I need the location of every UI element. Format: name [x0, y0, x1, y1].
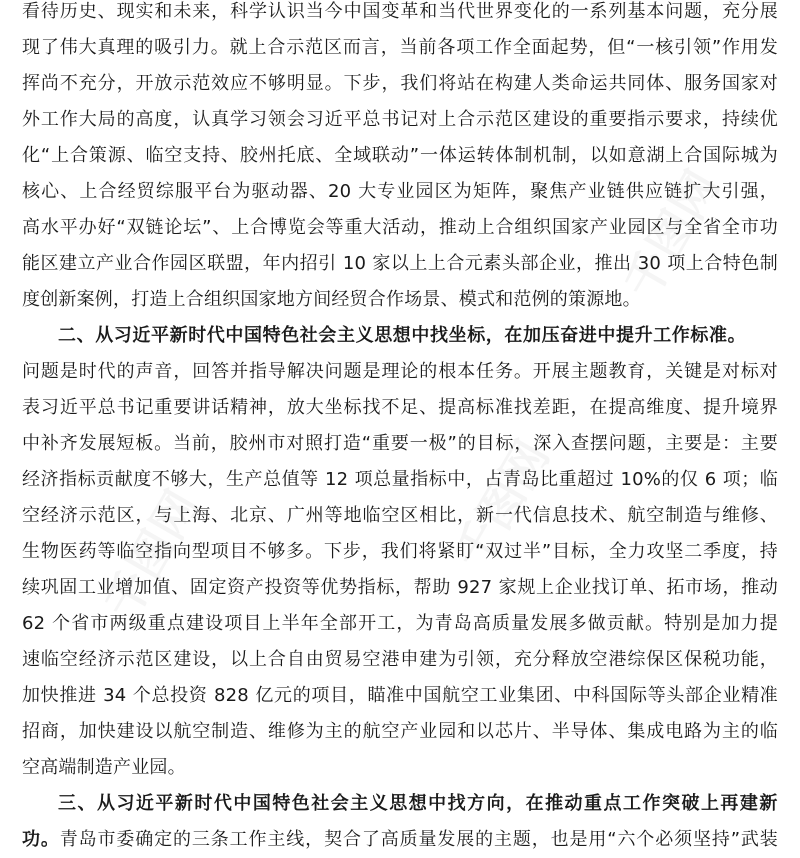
paragraph-line: 功。青岛市委确定的三条工作主线，契合了高质量发展的主题，也是用“六个必须坚持”武装 — [22, 829, 778, 850]
paragraph-line: 加快推进 34 个总投资 828 亿元的项目，瞄准中国航空工业集团、中科国际等头部企业精准 — [22, 685, 778, 706]
paragraph-line: 经济指标贡献度不够大，生产总值等 12 项总量指标中，占青岛比重超过 10%的仅 6 项；临 — [22, 469, 778, 490]
paragraph-line: 挥尚不充分，开放示范效应不够明显。下步，我们将站在构建人类命运共同体、服务国家对 — [22, 73, 778, 94]
document-body — [22, 0, 778, 858]
watermark: 千图网 — [443, 431, 560, 578]
paragraph-line: 高水平办好“双链论坛”、上合博览会等重大活动，推动上合组织国家产业园区与全省全市功 — [22, 217, 778, 238]
paragraph-line: 看待历史、现实和未来，科学认识当今中国变革和当代世界变化的一系列基本问题，充分展 — [22, 1, 778, 22]
paragraph-line: 化“上合策源、临空支持、胶州托底、全域联动”一体运转体制机制，以如意湖上合国际城为 — [22, 145, 778, 166]
watermark: 千图网 — [93, 481, 210, 628]
paragraph-line: 招商，加快建设以航空制造、维修为主的航空产业园和以芯片、半导体、集成电路为主的临 — [22, 721, 778, 742]
section-heading: 二、从习近平新时代中国特色社会主义思想中找坐标，在加压奋进中提升工作标准。 — [58, 325, 747, 346]
paragraph-line: 度创新案例，打造上合组织国家地方间经贸合作场景、模式和范例的策源地。 — [22, 289, 641, 310]
paragraph-line: 中补齐发展短板。当前，胶州市对照打造“重要一极”的目标，深入查摆问题，主要是：主要 — [22, 433, 778, 454]
paragraph-line: 空经济示范区，与上海、北京、广州等地临空区相比，新一代信息技术、航空制造与维修、 — [22, 505, 778, 526]
paragraph-line: 表习近平总书记重要讲话精神，放大坐标找不足、提高标准找差距，在提高维度、提升境界 — [22, 397, 778, 418]
paragraph-line: 现了伟大真理的吸引力。就上合示范区而言，当前各项工作全面起势，但“一核引领”作用发 — [22, 37, 778, 58]
paragraph-line: 62 个省市两级重点建设项目上半年全部开工，为青岛高质量发展多做贡献。特别是加力提 — [22, 613, 778, 634]
paragraph-line: 生物医药等临空指向型项目不够多。下步，我们将紧盯“双过半”目标，全力攻坚二季度，持 — [22, 541, 778, 562]
paragraph-line: 核心、上合经贸综服平台为驱动器、20 大专业园区为矩阵，聚焦产业链供应链扩大引强， — [22, 181, 778, 202]
heading-continuation: 功。 — [22, 829, 60, 850]
paragraph-line: 外工作大局的高度，认真学习领会习近平总书记对上合示范区建设的重要指示要求，持续优 — [22, 109, 778, 130]
section-heading: 三、从习近平新时代中国特色社会主义思想中找方向，在推动重点工作突破上再建新 — [58, 793, 778, 814]
paragraph-line: 能区建立产业合作园区联盟，年内招引 10 家以上上合元素头部企业，推出 30 项上合特色制 — [22, 253, 778, 274]
paragraph-line: 空高端制造产业园。 — [22, 757, 186, 778]
paragraph-line: 速临空经济示范区建设，以上合自由贸易空港申建为引领，充分释放空港综保区保税功能， — [22, 649, 778, 670]
paragraph-line: 续巩固工业增加值、固定资产投资等优势指标，帮助 927 家规上企业找订单、拓市场，推动 — [22, 577, 778, 598]
watermark: 千图网 — [613, 161, 730, 308]
paragraph-line: 问题是时代的声音，回答并指导解决问题是理论的根本任务。开展主题教育，关键是对标对 — [22, 361, 778, 382]
